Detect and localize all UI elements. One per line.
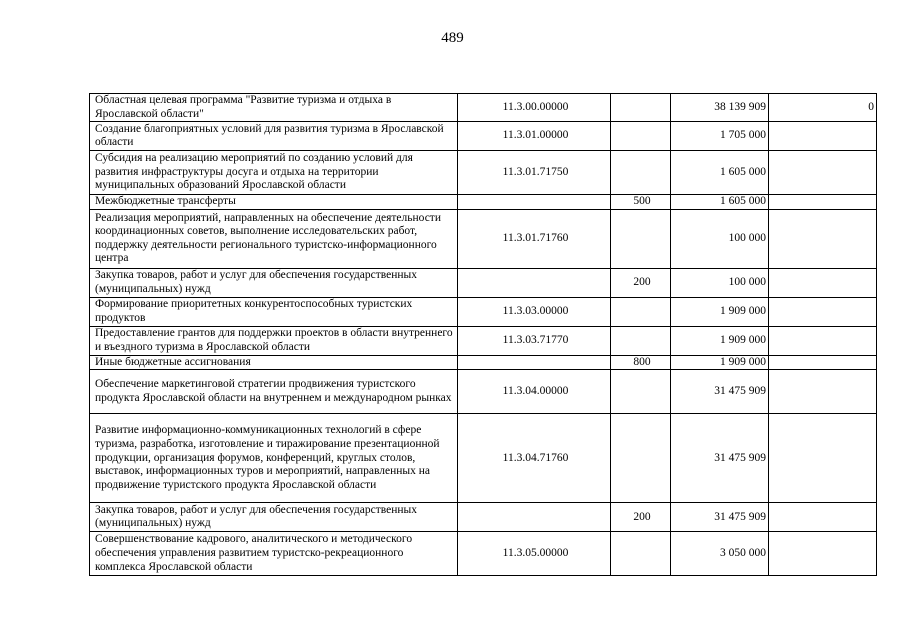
row-name-cell: Предоставление грантов для поддержки проектов в области внутреннего и въездного туризма в Ярославской области: [90, 326, 458, 355]
row-code-cell: [458, 355, 611, 370]
row-code-cell: 11.3.00.00000: [458, 94, 611, 122]
row-amount-cell: 1 605 000: [671, 195, 769, 210]
row-amount-cell: 31 475 909: [671, 414, 769, 503]
row-expense-type-cell: [611, 414, 671, 503]
row-expense-type-cell: [611, 122, 671, 151]
row-amount-second-cell: [769, 370, 877, 414]
row-code-cell: 11.3.04.00000: [458, 370, 611, 414]
row-code-cell: 11.3.01.71760: [458, 209, 611, 268]
row-code-cell: [458, 195, 611, 210]
row-amount-second-cell: [769, 503, 877, 532]
row-amount-cell: 1 705 000: [671, 122, 769, 151]
row-code-cell: 11.3.01.00000: [458, 122, 611, 151]
row-amount-second-cell: [769, 122, 877, 151]
row-amount-cell: 3 050 000: [671, 532, 769, 576]
row-name-cell: Иные бюджетные ассигнования: [90, 355, 458, 370]
row-expense-type-cell: [611, 151, 671, 195]
row-amount-cell: 31 475 909: [671, 370, 769, 414]
page-number: 489: [441, 30, 464, 46]
row-amount-second-cell: [769, 326, 877, 355]
row-code-cell: [458, 268, 611, 297]
row-amount-second-cell: [769, 151, 877, 195]
table-row: [90, 268, 877, 297]
row-name-cell: Субсидия на реализацию мероприятий по созданию условий для развития инфраструктуры досуга и отдыха на территории муниципальных образований Ярославской области: [90, 151, 458, 195]
row-name-cell: Межбюджетные трансферты: [90, 195, 458, 210]
table-row: [90, 151, 877, 195]
row-expense-type-cell: 500: [611, 195, 671, 210]
row-code-cell: 11.3.01.71750: [458, 151, 611, 195]
row-name-cell: Создание благоприятных условий для развития туризма в Ярославской области: [90, 122, 458, 151]
row-amount-cell: 100 000: [671, 209, 769, 268]
row-amount-cell: 38 139 909: [671, 94, 769, 122]
table-row: [90, 94, 877, 122]
table-row: [90, 209, 877, 268]
row-expense-type-cell: [611, 532, 671, 576]
table-row: [90, 414, 877, 503]
row-amount-cell: 1 909 000: [671, 355, 769, 370]
row-amount-second-cell: [769, 195, 877, 210]
row-amount-cell: 31 475 909: [671, 503, 769, 532]
row-amount-second-cell: [769, 297, 877, 326]
row-code-cell: 11.3.03.71770: [458, 326, 611, 355]
row-amount-second-cell: [769, 209, 877, 268]
row-code-cell: 11.3.04.71760: [458, 414, 611, 503]
row-expense-type-cell: [611, 94, 671, 122]
table-row: [90, 370, 877, 414]
row-expense-type-cell: [611, 370, 671, 414]
table-row: [90, 503, 877, 532]
row-amount-cell: 1 605 000: [671, 151, 769, 195]
table-row: [90, 297, 877, 326]
row-expense-type-cell: 200: [611, 503, 671, 532]
row-amount-second-cell: [769, 532, 877, 576]
row-name-cell: Реализация мероприятий, направленных на обеспечение деятельности координационных советов, выполнение исследовательских работ, поддержку деятельности регионального туристско-информационного центра: [90, 209, 458, 268]
row-expense-type-cell: 800: [611, 355, 671, 370]
row-code-cell: [458, 503, 611, 532]
row-name-cell: Закупка товаров, работ и услуг для обеспечения государственных (муниципальных) нужд: [90, 503, 458, 532]
row-amount-cell: 1 909 000: [671, 326, 769, 355]
row-amount-second-cell: [769, 414, 877, 503]
table-row: [90, 355, 877, 370]
row-amount-cell: 100 000: [671, 268, 769, 297]
row-expense-type-cell: [611, 209, 671, 268]
row-expense-type-cell: 200: [611, 268, 671, 297]
budget-table: [89, 93, 877, 576]
row-expense-type-cell: [611, 326, 671, 355]
budget-table-body: [90, 94, 877, 576]
row-name-cell: Формирование приоритетных конкурентоспособных туристских продуктов: [90, 297, 458, 326]
table-row: [90, 195, 877, 210]
row-name-cell: Закупка товаров, работ и услуг для обеспечения государственных (муниципальных) нужд: [90, 268, 458, 297]
row-amount-second-cell: [769, 268, 877, 297]
row-amount-second-cell: [769, 355, 877, 370]
table-row: [90, 532, 877, 576]
row-code-cell: 11.3.03.00000: [458, 297, 611, 326]
row-expense-type-cell: [611, 297, 671, 326]
row-code-cell: 11.3.05.00000: [458, 532, 611, 576]
table-row: [90, 122, 877, 151]
row-amount-second-cell: 0: [769, 94, 877, 122]
row-name-cell: Развитие информационно-коммуникационных технологий в сфере туризма, разработка, изготовление и тиражирование презентационной продукции, организация форумов, конференций, круглых столов, выставок, информационных туров и мероприятий, направленных на продвижение туристского продукта Ярославской области: [90, 414, 458, 503]
table-row: [90, 326, 877, 355]
row-name-cell: Обеспечение маркетинговой стратегии продвижения туристского продукта Ярославской области на внутреннем и международном рынках: [90, 370, 458, 414]
row-name-cell: Совершенствование кадрового, аналитического и методического обеспечения управления развитием туристско-рекреационного комплекса Ярославской области: [90, 532, 458, 576]
row-name-cell: Областная целевая программа "Развитие туризма и отдыха в Ярославской области": [90, 94, 458, 122]
row-amount-cell: 1 909 000: [671, 297, 769, 326]
